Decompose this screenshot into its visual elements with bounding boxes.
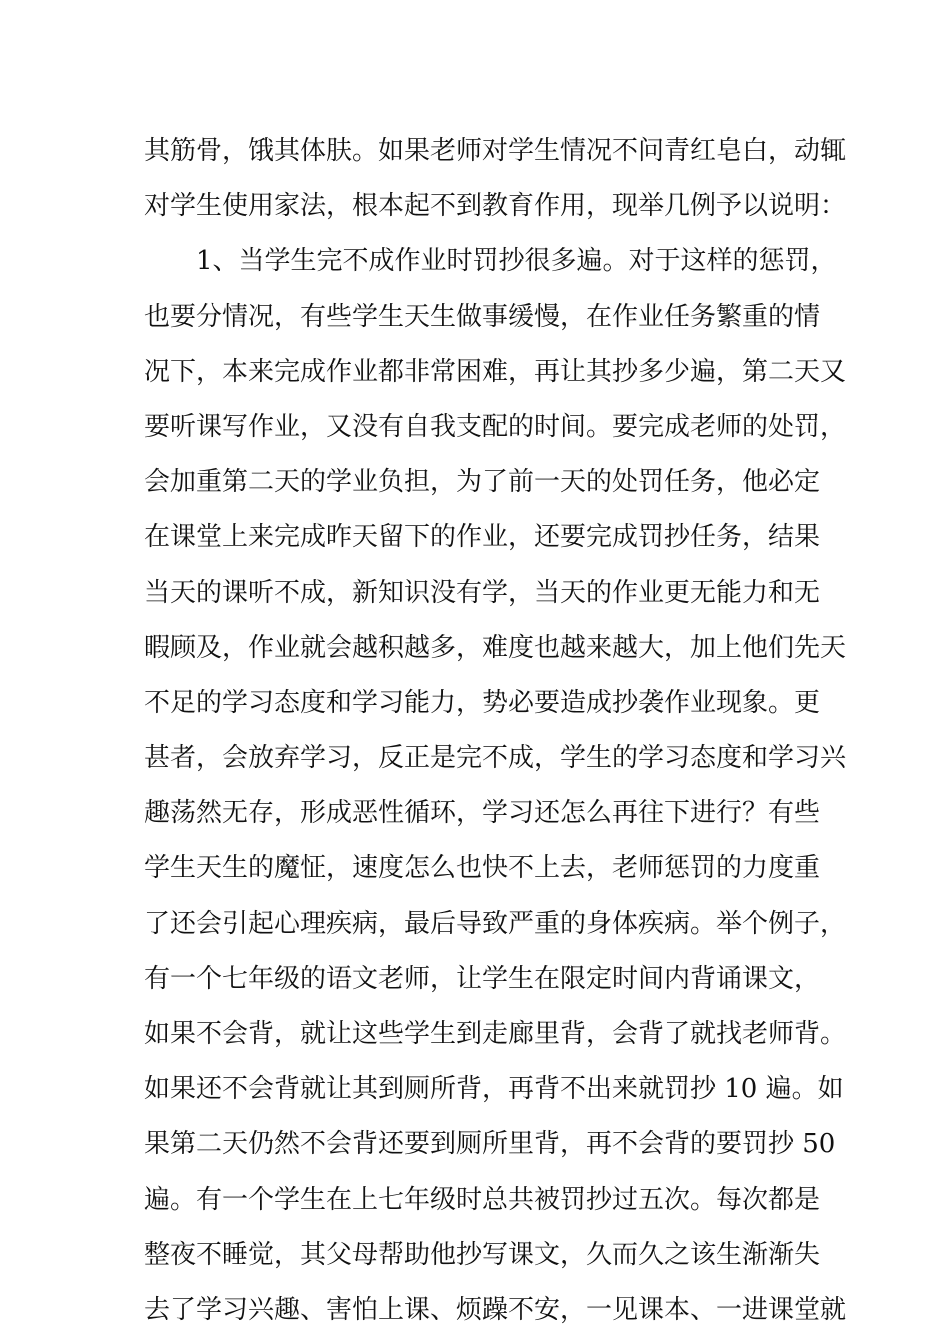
text-line: 也要分情况，有些学生天生做事缓慢，在作业任务繁重的情 — [144, 301, 821, 332]
text-line: 甚者，会放弃学习，反正是完不成，学生的学习态度和学习兴 — [144, 743, 847, 774]
text-line: 其筋骨，饿其体肤。如果老师对学生情况不问青红皂白，动辄 — [144, 136, 847, 166]
text-line: 学生天生的魔怔，速度怎么也快不上去，老师惩罚的力度重 — [144, 853, 821, 884]
text-line: 当天的课听不成，新知识没有学，当天的作业更无能力和无 — [144, 577, 821, 608]
text-line: 要听课写作业，又没有自我支配的时间。要完成老师的处罚， — [144, 411, 847, 442]
text-line: 在课堂上来完成昨天留下的作业，还要完成罚抄任务，结果 — [144, 522, 821, 553]
text-line: 对学生使用家法，根本起不到教育作用，现举几例予以说明： — [144, 191, 847, 222]
text-line: 整夜不睡觉，其父母帮助他抄写课文，久而久之该生渐渐失 — [144, 1239, 821, 1270]
text-line: 不足的学习态度和学习能力，势必要造成抄袭作业现象。更 — [144, 687, 821, 718]
text-line: 如果还不会背就让其到厕所背，再背不出来就罚抄 10 遍。如 — [144, 1074, 844, 1105]
body-text — [144, 124, 847, 1338]
text-line: 暇顾及，作业就会越积越多，难度也越来越大，加上他们先天 — [144, 632, 847, 663]
text-line: 趣荡然无存，形成恶性循环，学习还怎么再往下进行？有些 — [144, 798, 821, 829]
text-line: 会加重第二天的学业负担，为了前一天的处罚任务，他必定 — [144, 467, 821, 498]
text-line: 况下，本来完成作业都非常困难，再让其抄多少遍，第二天又 — [144, 356, 847, 387]
paragraph-first-line: 1、当学生完不成作业时罚抄很多遍。对于这样的惩罚， — [196, 246, 837, 277]
text-line: 有一个七年级的语文老师，让学生在限定时间内背诵课文， — [144, 963, 821, 994]
text-line: 了还会引起心理疾病，最后导致严重的身体疾病。举个例子， — [144, 908, 847, 939]
text-line: 如果不会背，就让这些学生到走廊里背，会背了就找老师背。 — [144, 1019, 847, 1049]
text-line: 去了学习兴趣、害怕上课、烦躁不安，一见课本、一进课堂就 — [144, 1294, 847, 1325]
text-line: 遍。有一个学生在上七年级时总共被罚抄过五次。每次都是 — [144, 1184, 821, 1215]
text-line: 果第二天仍然不会背还要到厕所里背，再不会背的要罚抄 50 — [144, 1129, 836, 1160]
